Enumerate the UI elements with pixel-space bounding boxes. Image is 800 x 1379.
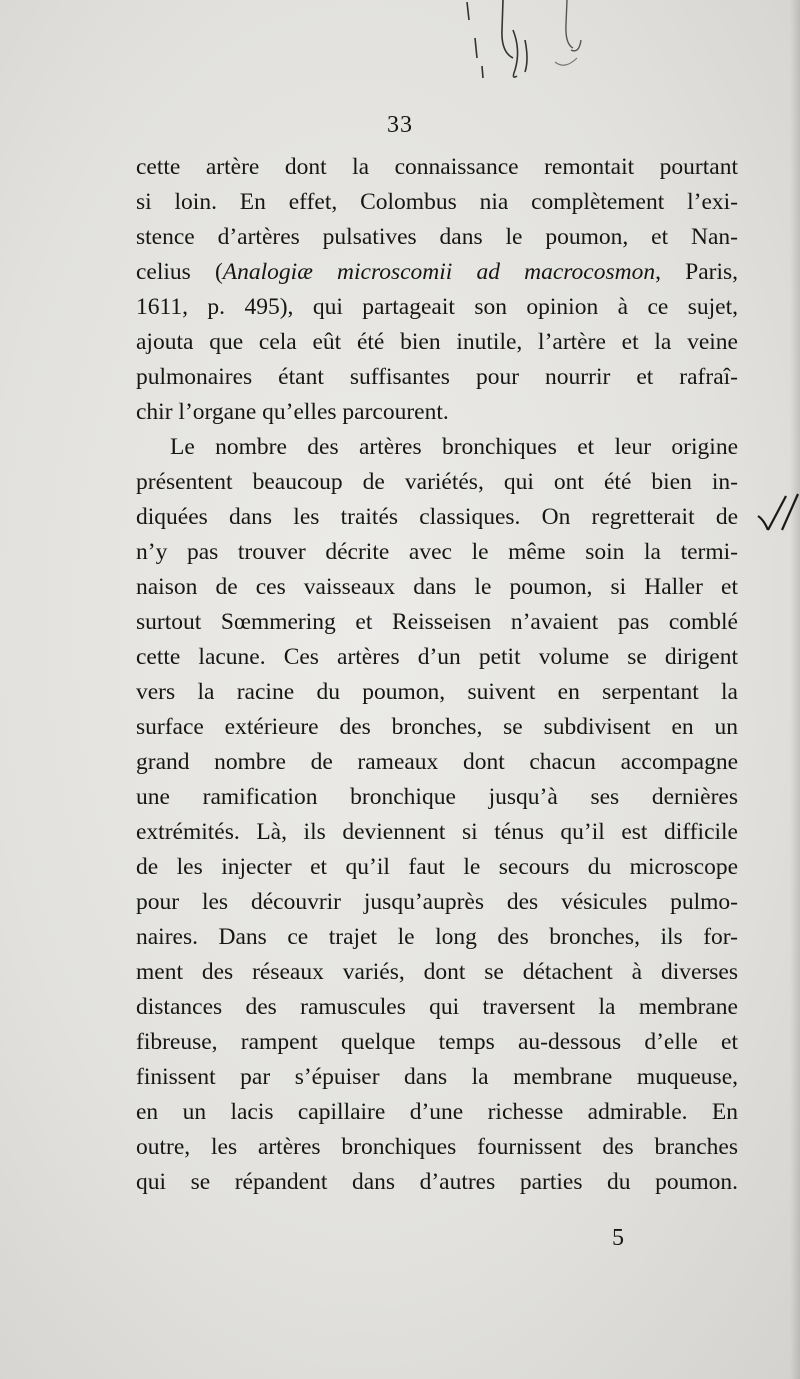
- text-line: extrémités. Là, ils deviennent si ténus qu’il est difficile: [136, 819, 738, 845]
- text-line: grand nombre de rameaux dont chacun accompagne: [136, 749, 738, 775]
- page-number: 33: [387, 112, 413, 138]
- text-line: [136, 255, 738, 290]
- book-title-italic: Analogiæ microscomii ad macrocosmon: [222, 259, 656, 285]
- text-line: ajouta que cela eût été bien inutile, l’artère et la veine: [136, 329, 738, 355]
- text-line: naires. Dans ce trajet le long des bronches, ils for-: [136, 924, 738, 950]
- text-line: une ramification bronchique jusqu’à ses dernières: [136, 784, 738, 810]
- body-text: [136, 150, 738, 1200]
- text-line: diquées dans les traités classiques. On regretterait de: [136, 504, 738, 530]
- text-line: surface extérieure des bronches, se subdivisent en un: [136, 714, 738, 740]
- text-line: qui se répandent dans d’autres parties du poumon.: [136, 1169, 738, 1195]
- paragraph-start-line: Le nombre des artères bronchiques et leur origine: [170, 434, 738, 460]
- text-line: ment des réseaux variés, dont se détachent à diverses: [136, 959, 738, 985]
- text-line: distances des ramuscules qui traversent la membrane: [136, 994, 738, 1020]
- text-line: vers la racine du poumon, suivent en serpentant la: [136, 679, 738, 705]
- text-line: en un lacis capillaire d’une richesse admirable. En: [136, 1099, 738, 1125]
- text-line: outre, les artères bronchiques fournissent des branches: [136, 1134, 738, 1160]
- text-line: finissent par s’épuiser dans la membrane muqueuse,: [136, 1064, 738, 1090]
- text-line-start: celius (: [136, 259, 223, 285]
- text-line: cette artère dont la connaissance remontait pourtant: [136, 154, 738, 180]
- text-line: pulmonaires étant suffisantes pour nourrir et rafraî-: [136, 364, 738, 390]
- paragraph-end-line: chir l’organe qu’elles parcourent.: [136, 399, 449, 425]
- text-line-end: , Paris,: [655, 259, 739, 285]
- text-line: naison de ces vaisseaux dans le poumon, si Haller et: [136, 574, 738, 600]
- text-line: n’y pas trouver décrite avec le même soin la termi-: [136, 539, 738, 565]
- text-line: de les injecter et qu’il faut le secours du microscope: [136, 854, 738, 880]
- text-line: si loin. En effet, Colombus nia complètement l’exi-: [136, 189, 738, 215]
- text-line: 1611, p. 495), qui partageait son opinion à ce sujet,: [136, 294, 738, 320]
- signature-mark: 5: [612, 1225, 624, 1251]
- text-line: cette lacune. Ces artères d’un petit volume se dirigent: [136, 644, 738, 670]
- text-line: présentent beaucoup de variétés, qui ont été bien in-: [136, 469, 738, 495]
- text-line: stence d’artères pulsatives dans le poumon, et Nan-: [136, 224, 738, 250]
- text-line: surtout Sœmmering et Reisseisen n’avaient pas comblé: [136, 609, 738, 635]
- handwritten-scribble-icon: [455, 0, 605, 90]
- text-line: fibreuse, rampent quelque temps au-dessous d’elle et: [136, 1029, 738, 1055]
- text-line: pour les découvrir jusqu’auprès des vésicules pulmo-: [136, 889, 738, 915]
- page-edge-shadow: [790, 0, 800, 1379]
